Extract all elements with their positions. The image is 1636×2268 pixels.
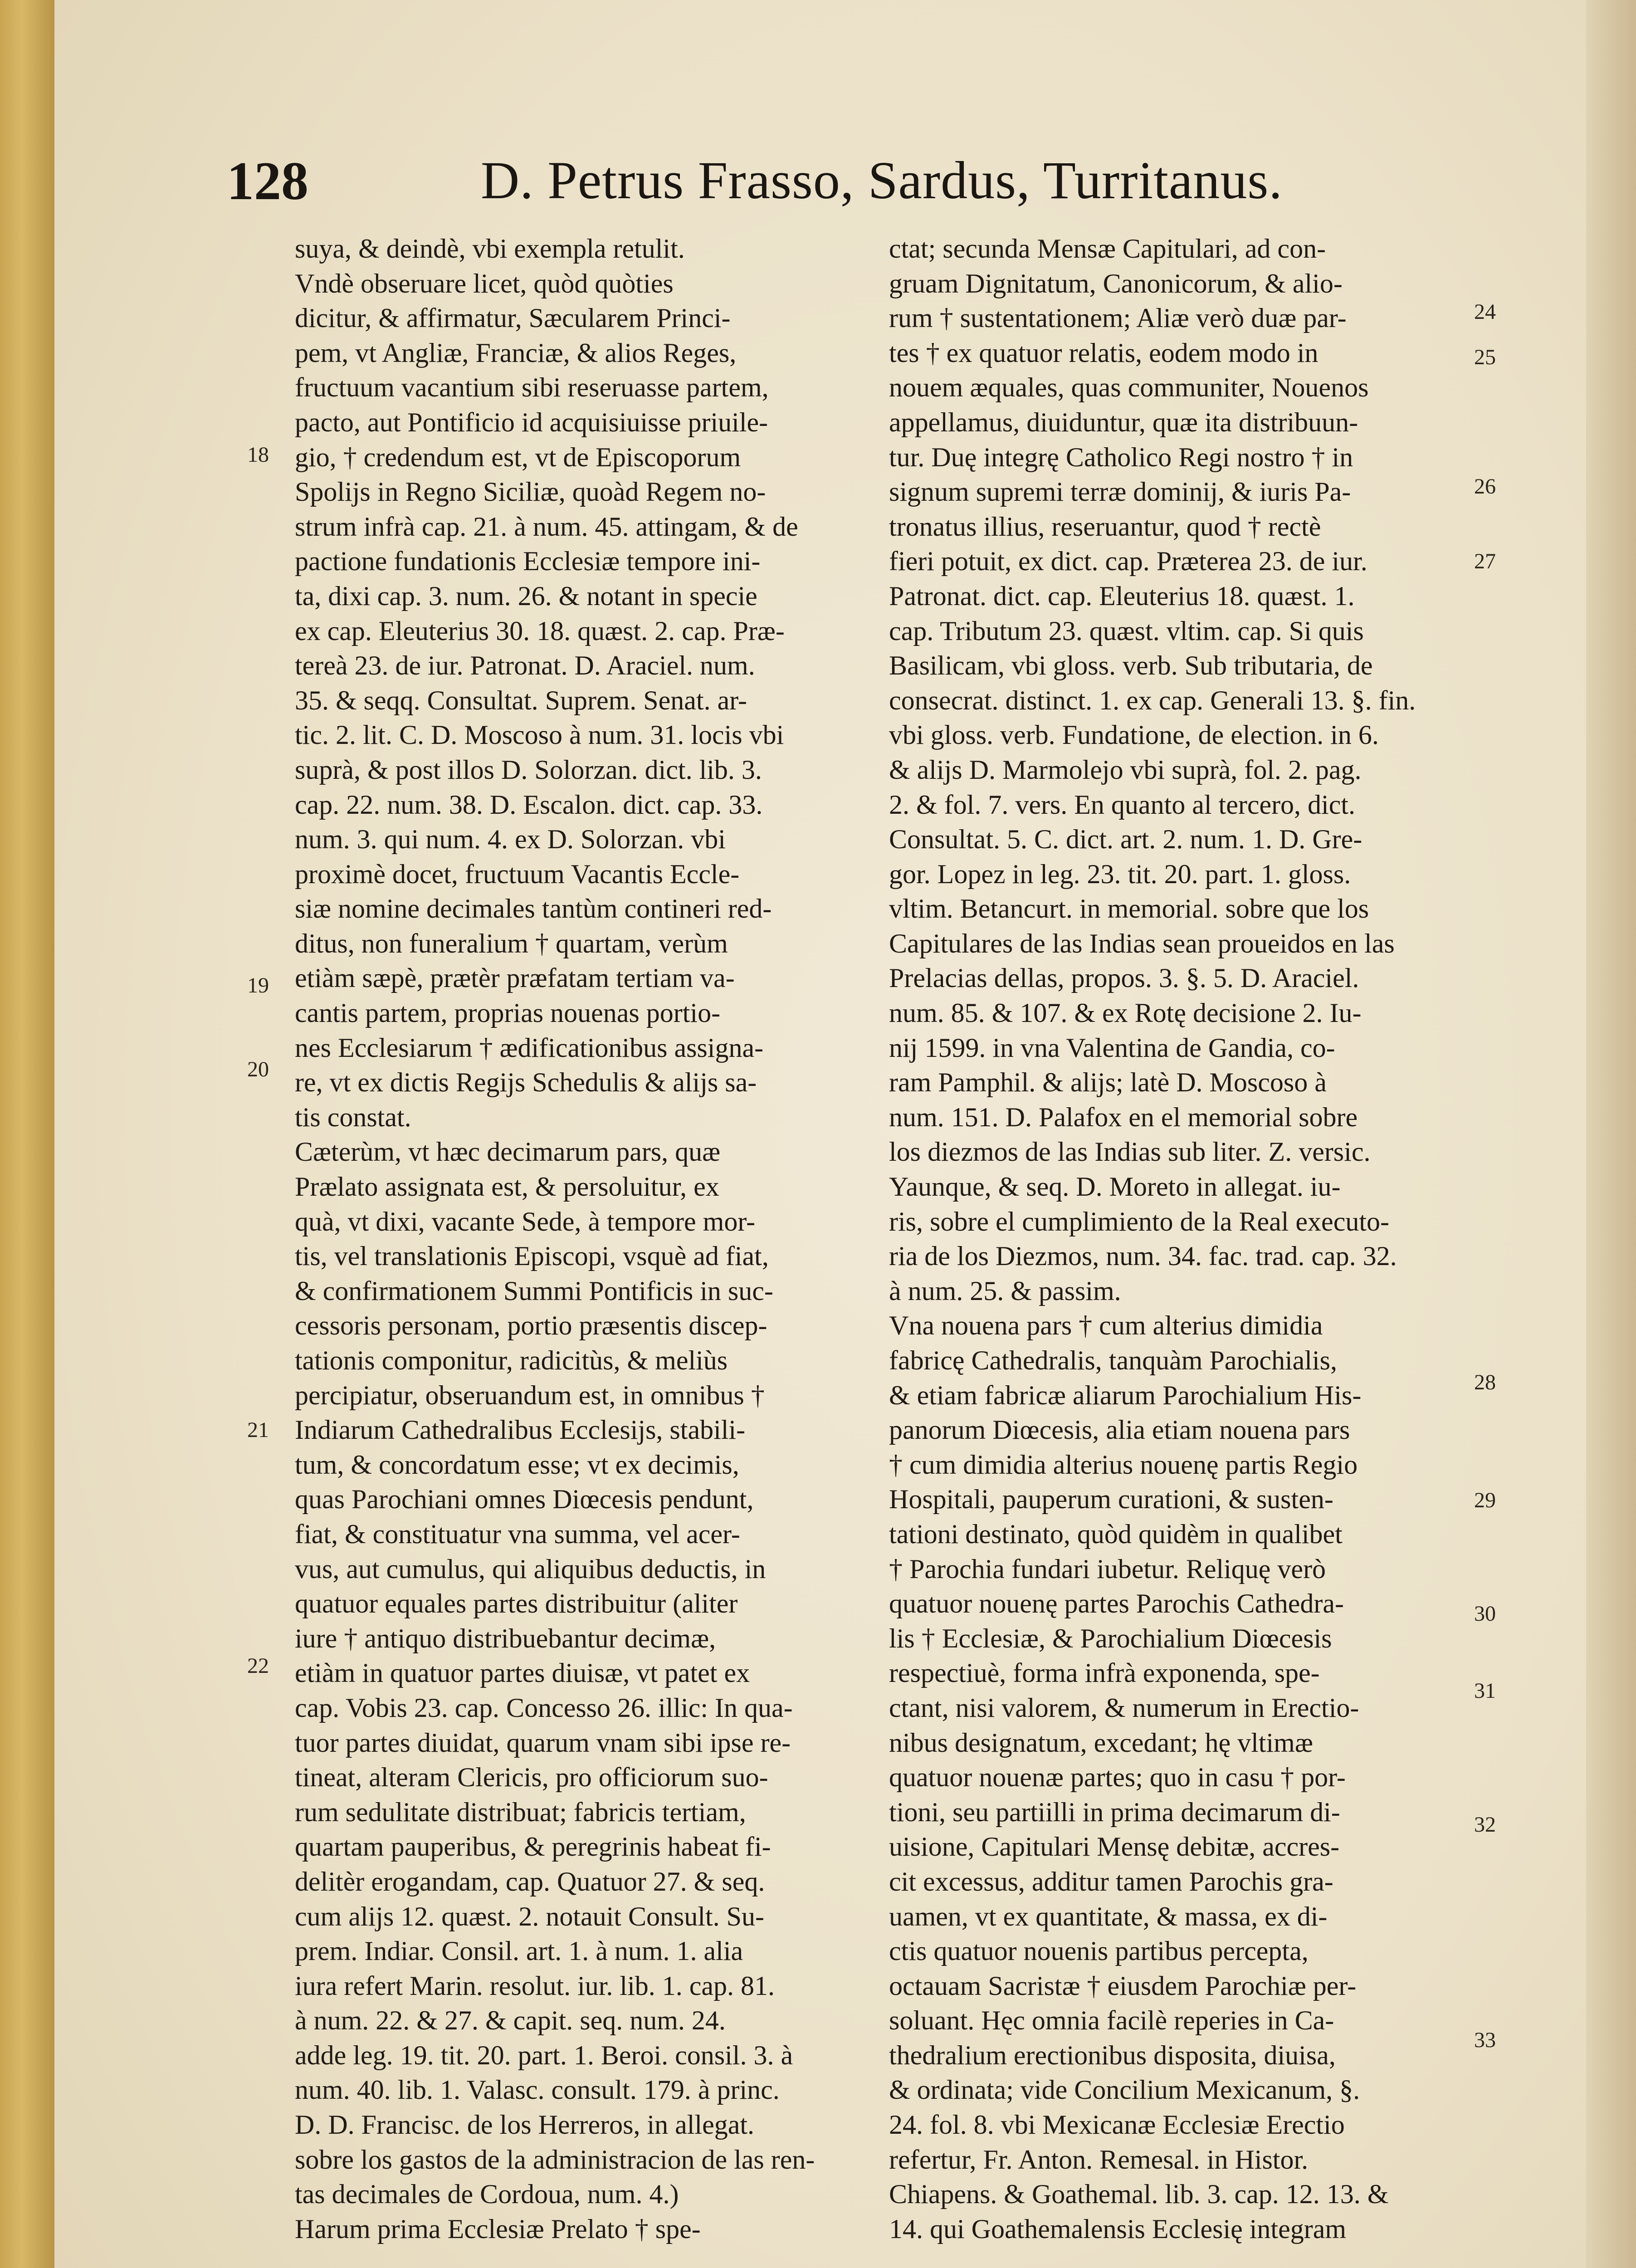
- text-line: sobre los gastos de la administracion de las ren-: [295, 2144, 815, 2175]
- text-line: tationi destinato, quòd quidèm in qualibet: [889, 1519, 1343, 1549]
- text-line: pem, vt Angliæ, Franciæ, & alios Reges,: [295, 337, 737, 368]
- text-line: ris, sobre el cumplimiento de la Real executo-: [889, 1206, 1389, 1237]
- text-line: Vndè obseruare licet, quòd quòties: [295, 268, 674, 298]
- page-number: 128: [227, 151, 308, 211]
- text-line: à num. 25. & passim.: [889, 1276, 1121, 1306]
- text-line: Capitulares de las Indias sean proueidos en las: [889, 928, 1395, 958]
- text-line: prem. Indiar. Consil. art. 1. à num. 1. alia: [295, 1936, 743, 1966]
- page-fore-edge: [1586, 0, 1636, 2268]
- text-line: etiàm sæpè, prætèr præfatam tertiam va-: [295, 963, 735, 993]
- text-line: 35. & seqq. Consultat. Suprem. Senat. ar-: [295, 685, 747, 715]
- text-line: quà, vt dixi, vacante Sede, à tempore mor-: [295, 1206, 756, 1237]
- text-line: ria de los Diezmos, num. 34. fac. trad. cap. 32.: [889, 1241, 1397, 1271]
- text-line: etiàm in quatuor partes diuisæ, vt patet ex: [295, 1658, 750, 1688]
- text-line: fabricę Cathedralis, tanquàm Parochialis,: [889, 1345, 1337, 1375]
- text-line: proximè docet, fructuum Vacantis Eccle-: [295, 859, 740, 889]
- text-line: strum infrà cap. 21. à num. 45. attingam, & de: [295, 511, 798, 542]
- text-line: & ordinata; vide Concilium Mexicanum, §.: [889, 2075, 1360, 2105]
- text-line: quatuor equales partes distribuitur (aliter: [295, 1589, 738, 1619]
- text-line: ctat; secunda Mensæ Capitulari, ad con-: [889, 234, 1326, 264]
- text-line: re, vt ex dictis Regijs Schedulis & alijs sa-: [295, 1067, 757, 1098]
- text-line: fieri potuit, ex dict. cap. Præterea 23. de iur.: [889, 546, 1367, 577]
- text-line: Cæterùm, vt hæc decimarum pars, quæ: [295, 1137, 721, 1167]
- text-line: ex cap. Eleuterius 30. 18. quæst. 2. cap. Præ-: [295, 616, 785, 646]
- text-line: fiat, & constituatur vna summa, vel acer-: [295, 1519, 740, 1549]
- text-line: ctant, nisi valorem, & numerum in Erectio-: [889, 1692, 1359, 1723]
- text-line: 24. fol. 8. vbi Mexicanæ Ecclesiæ Erectio: [889, 2110, 1345, 2140]
- text-line: fructuum vacantium sibi reseruasse partem,: [295, 372, 769, 403]
- text-line: tum, & concordatum esse; vt ex decimis,: [295, 1449, 739, 1480]
- text-line: iura refert Marin. resolut. iur. lib. 1. cap. 81.: [295, 1970, 775, 2001]
- text-line: num. 3. qui num. 4. ex D. Solorzan. vbi: [295, 824, 726, 855]
- page-header: [227, 150, 1542, 218]
- text-line: & confirmationem Summi Pontificis in suc-: [295, 1276, 773, 1306]
- text-line: vus, aut cumulus, qui aliquibus deductis, in: [295, 1554, 766, 1584]
- text-line: Hospitali, pauperum curationi, & susten-: [889, 1484, 1333, 1515]
- text-line: Yaunque, & seq. D. Moreto in allegat. iu-: [889, 1172, 1341, 1202]
- text-line: quatuor nouenę partes Parochis Cathedra-: [889, 1589, 1344, 1619]
- text-line: cap. 22. num. 38. D. Escalon. dict. cap. 33.: [295, 789, 763, 820]
- right-text-column: [889, 231, 1456, 2246]
- text-line: 2. & fol. 7. vers. En quanto al tercero, dict.: [889, 789, 1356, 820]
- text-line: dicitur, & affirmatur, Sæcularem Princi-: [295, 303, 731, 333]
- text-line: los diezmos de las Indias sub liter. Z. versic.: [889, 1137, 1371, 1167]
- text-line: ctis quatuor nouenis partibus percepta,: [889, 1936, 1309, 1966]
- text-line: ta, dixi cap. 3. num. 26. & notant in specie: [295, 581, 757, 611]
- marginal-number: 27: [1474, 549, 1496, 573]
- text-line: signum supremi terræ dominij, & iuris Pa-: [889, 477, 1351, 507]
- text-line: cessoris personam, portio præsentis discep-: [295, 1310, 767, 1341]
- text-line: siæ nomine decimales tantùm contineri red-: [295, 894, 772, 924]
- text-line: Chiapens. & Goathemal. lib. 3. cap. 12. 13. &: [889, 2179, 1389, 2209]
- text-line: Patronat. dict. cap. Eleuterius 18. quæst. 1.: [889, 581, 1355, 611]
- text-line: uamen, vt ex quantitate, & massa, ex di-: [889, 1901, 1328, 1931]
- text-line: tereà 23. de iur. Patronat. D. Araciel. num.: [295, 650, 755, 681]
- text-line: octauam Sacristæ † eiusdem Parochiæ per-: [889, 1970, 1357, 2001]
- text-line: nes Ecclesiarum † ædificationibus assigna-: [295, 1032, 764, 1063]
- text-line: tineat, alteram Clericis, pro officiorum suo-: [295, 1762, 768, 1793]
- left-text-column: [295, 231, 862, 2246]
- text-line: † cum dimidia alterius nouenę partis Regio: [889, 1449, 1358, 1480]
- text-line: Harum prima Ecclesiæ Prelato † spe-: [295, 2214, 701, 2244]
- text-line: cap. Tributum 23. quæst. vltim. cap. Si quis: [889, 616, 1364, 646]
- text-line: tationis componitur, radicitùs, & meliùs: [295, 1345, 728, 1375]
- text-line: tas decimales de Cordoua, num. 4.): [295, 2179, 679, 2209]
- text-line: quartam pauperibus, & peregrinis habeat fi-: [295, 1832, 771, 1862]
- text-line: adde leg. 19. tit. 20. part. 1. Beroi. consil. 3. à: [295, 2040, 793, 2070]
- running-title: D. Petrus Frasso, Sardus, Turritanus.: [481, 151, 1283, 210]
- marginal-number: 24: [1474, 300, 1496, 324]
- text-line: delitèr erogandam, cap. Quatuor 27. & seq.: [295, 1866, 765, 1897]
- text-line: nibus designatum, excedant; hę vltimæ: [889, 1727, 1313, 1758]
- text-line: tes † ex quatuor relatis, eodem modo in: [889, 337, 1319, 368]
- text-line: appellamus, diuiduntur, quæ ita distribuun-: [889, 407, 1358, 437]
- marginal-number: 33: [1474, 2028, 1496, 2052]
- marginal-number: 22: [247, 1654, 269, 1678]
- text-line: gio, † credendum est, vt de Episcoporum: [295, 442, 741, 472]
- text-line: iure † antiquo distribuebantur decimæ,: [295, 1623, 716, 1653]
- text-line: & etiam fabricæ aliarum Parochialium His-: [889, 1380, 1362, 1410]
- marginal-number: 26: [1474, 474, 1496, 499]
- text-line: suya, & deindè, vbi exempla retulit.: [295, 234, 685, 264]
- text-line: ram Pamphil. & alijs; latè D. Moscoso à: [889, 1067, 1327, 1098]
- text-line: num. 40. lib. 1. Valasc. consult. 179. à princ.: [295, 2075, 780, 2105]
- text-line: num. 85. & 107. & ex Rotę decisione 2. Iu-: [889, 998, 1362, 1028]
- text-line: refertur, Fr. Anton. Remesal. in Histor.: [889, 2144, 1309, 2175]
- text-line: ditus, non funeralium † quartam, verùm: [295, 928, 728, 958]
- text-line: num. 151. D. Palafox en el memorial sobre: [889, 1102, 1358, 1132]
- text-line: tis constat.: [295, 1102, 411, 1132]
- text-line: uisione, Capitulari Mensę debitæ, accres-: [889, 1832, 1340, 1862]
- text-line: quas Parochiani omnes Diœcesis pendunt,: [295, 1484, 754, 1515]
- text-line: cum alijs 12. quæst. 2. notauit Consult. Su-: [295, 1901, 765, 1931]
- text-line: suprà, & post illos D. Solorzan. dict. lib. 3.: [295, 754, 762, 785]
- text-line: 14. qui Goathemalensis Ecclesię integram: [889, 2214, 1347, 2244]
- text-line: Basilicam, vbi gloss. verb. Sub tributaria, de: [889, 650, 1373, 681]
- marginal-number: 29: [1474, 1488, 1496, 1512]
- text-line: tuor partes diuidat, quarum vnam sibi ipse re-: [295, 1727, 791, 1758]
- text-line: pactione fundationis Ecclesiæ tempore ini-: [295, 546, 761, 577]
- text-line: rum sedulitate distribuat; fabricis tertiam,: [295, 1797, 746, 1827]
- text-line: à num. 22. & 27. & capit. seq. num. 24.: [295, 2005, 726, 2036]
- marginal-number: 28: [1474, 1370, 1496, 1394]
- text-line: cap. Vobis 23. cap. Concesso 26. illic: In qua-: [295, 1692, 793, 1723]
- text-line: percipiatur, obseruandum est, in omnibus †: [295, 1380, 765, 1410]
- text-line: vltim. Betancurt. in memorial. sobre que los: [889, 894, 1369, 924]
- text-line: rum † sustentationem; Aliæ verò duæ par-: [889, 303, 1347, 333]
- text-line: tioni, seu partiilli in prima decimarum di-: [889, 1797, 1340, 1827]
- text-line: † Parochia fundari iubetur. Reliquę verò: [889, 1554, 1326, 1584]
- text-line: Prelacias dellas, propos. 3. §. 5. D. Araciel.: [889, 963, 1359, 993]
- text-line: Vna nouena pars † cum alterius dimidia: [889, 1310, 1323, 1341]
- marginal-number: 18: [247, 443, 269, 467]
- text-line: tur. Duę integrę Catholico Regi nostro † in: [889, 442, 1353, 472]
- text-line: nouem æquales, quas communiter, Nouenos: [889, 372, 1369, 403]
- text-line: gor. Lopez in leg. 23. tit. 20. part. 1. gloss.: [889, 859, 1351, 889]
- marginal-number: 19: [247, 973, 269, 997]
- text-line: pacto, aut Pontificio id acquisiuisse priuile-: [295, 407, 768, 437]
- text-line: cit excessus, additur tamen Parochis gra-: [889, 1866, 1333, 1897]
- text-line: cantis partem, proprias nouenas portio-: [295, 998, 721, 1028]
- text-line: tis, vel translationis Episcopi, vsquè ad fiat,: [295, 1241, 769, 1271]
- text-line: lis † Ecclesiæ, & Parochialium Diœcesis: [889, 1623, 1332, 1653]
- marginal-number: 30: [1474, 1602, 1496, 1626]
- text-line: respectiuè, forma infrà exponenda, spe-: [889, 1658, 1320, 1688]
- marginal-number: 31: [1474, 1679, 1496, 1703]
- text-line: Prælato assignata est, & persoluitur, ex: [295, 1172, 719, 1202]
- text-line: panorum Diœcesis, alia etiam nouena pars: [889, 1415, 1350, 1445]
- text-line: D. D. Francisc. de los Herreros, in allegat.: [295, 2110, 755, 2140]
- marginal-number: 25: [1474, 345, 1496, 369]
- text-line: tic. 2. lit. C. D. Moscoso à num. 31. locis vbi: [295, 720, 784, 750]
- text-line: nij 1599. in vna Valentina de Gandia, co-: [889, 1032, 1335, 1063]
- text-line: Consultat. 5. C. dict. art. 2. num. 1. D. Gre-: [889, 824, 1363, 855]
- text-line: Spolijs in Regno Siciliæ, quoàd Regem no-: [295, 477, 766, 507]
- book-spine-edge: [0, 0, 54, 2268]
- marginal-number: 32: [1474, 1813, 1496, 1837]
- text-line: quatuor nouenæ partes; quo in casu † por-: [889, 1762, 1346, 1793]
- text-line: consecrat. distinct. 1. ex cap. Generali 13. §. fin.: [889, 685, 1416, 715]
- text-line: Indiarum Cathedralibus Ecclesijs, stabili-: [295, 1415, 746, 1445]
- text-line: vbi gloss. verb. Fundatione, de election. in 6.: [889, 720, 1379, 750]
- text-line: thedralium erectionibus disposita, diuisa,: [889, 2040, 1336, 2070]
- text-line: gruam Dignitatum, Canonicorum, & alio-: [889, 268, 1343, 298]
- text-line: soluant. Hęc omnia facilè reperies in Ca-: [889, 2005, 1334, 2036]
- text-line: & alijs D. Marmolejo vbi suprà, fol. 2. pag.: [889, 754, 1362, 785]
- marginal-number: 21: [247, 1418, 269, 1442]
- text-line: tronatus illius, reseruantur, quod † rectè: [889, 511, 1321, 542]
- marginal-number: 20: [247, 1057, 269, 1081]
